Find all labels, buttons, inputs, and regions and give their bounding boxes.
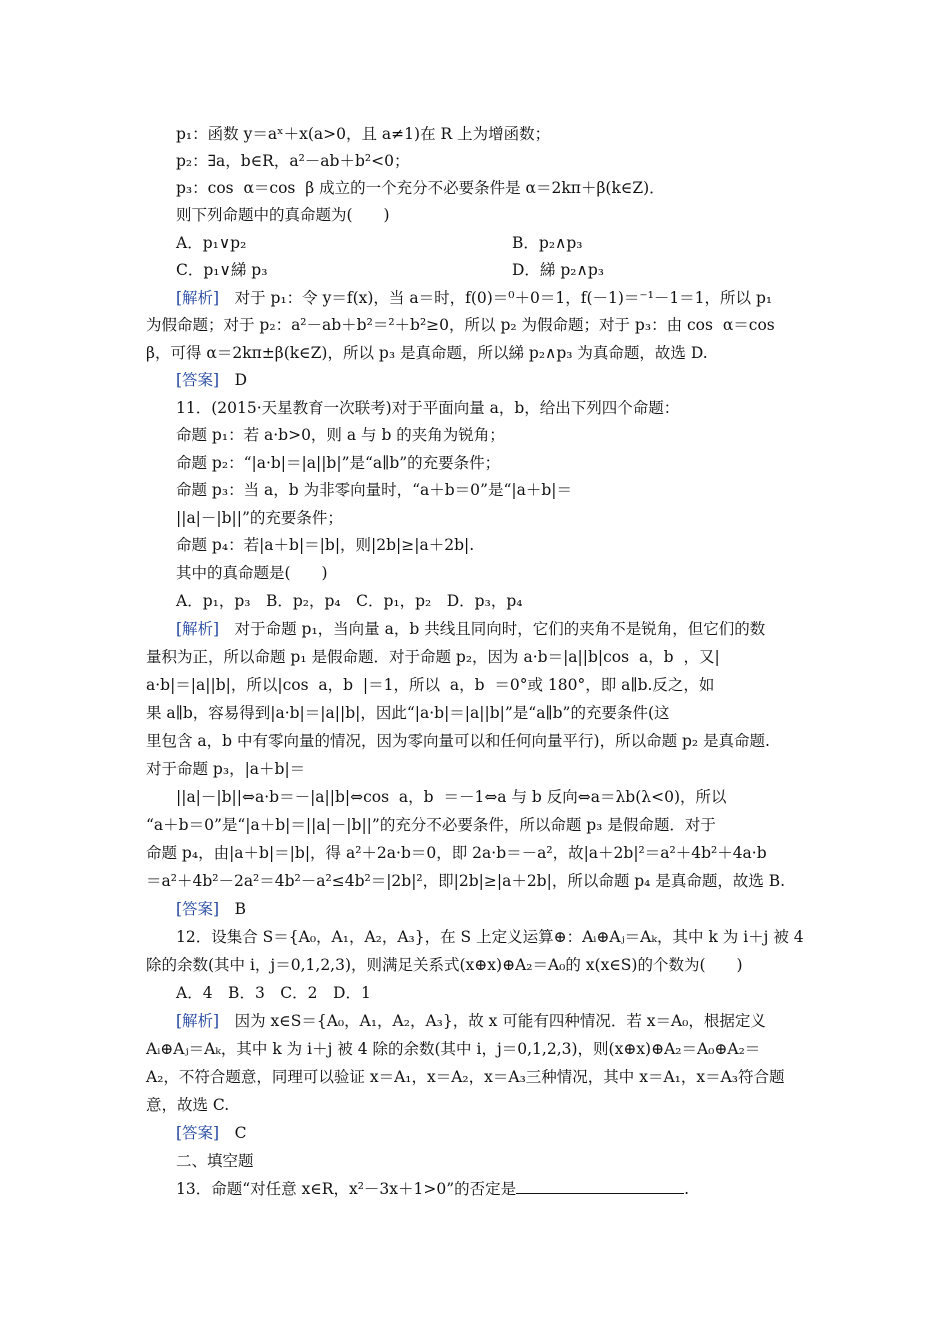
section-heading: 二、填空题 [176, 1152, 254, 1170]
q11-options: A．p₁，p₃ B．p₂，p₄ C．p₁，p₂ D．p₃，p₄ [176, 592, 523, 610]
q13-stem-line: 13．命题“对任意 x∈R，x²－3x＋1>0”的否定是 . [176, 1180, 690, 1198]
q10-proposition-p3: p₃：cos α＝cos β 成立的一个充分不必要条件是 α＝2kπ＋β(k∈Z)． [176, 179, 665, 197]
q12-options: A．4 B．3 C．2 D．1 [176, 984, 371, 1002]
q11-analysis-line: ||a|－|b||⇔a·b＝－|a||b|⇔cos a，b ＝－1⇔a 与 b 反向⇔a＝λb(λ<0)，所以 [176, 788, 727, 806]
q11-proposition-p1: 命题 p₁：若 a·b>0，则 a 与 b 的夹角为锐角； [176, 426, 505, 444]
q10-analysis-line: [解析] 对于 p₁：令 y＝f(x)，当 a＝时，f(0)＝⁰＋0＝1，f(－1)＝⁻¹－1＝1，所以 p₁ [176, 289, 773, 307]
q11-stem: 11．(2015·天星教育一次联考)对于平面向量 a，b，给出下列四个命题： [176, 399, 680, 417]
q10-analysis-line: β，可得 α＝2kπ±β(k∈Z)，所以 p₃ 是真命题，所以綈 p₂∧p₃ 为真命题，故选 D. [146, 344, 708, 362]
q10-option-d: D．綈 p₂∧p₃ [512, 261, 604, 279]
q12-analysis-line: 意，故选 C. [146, 1096, 230, 1114]
q11-proposition-p3-cont: ||a|－|b||”的充要条件； [176, 509, 343, 527]
q10-option-b: B．p₂∧p₃ [512, 234, 583, 252]
q11-proposition-p2: 命题 p₂：“|a·b|＝|a||b|”是“a∥b”的充要条件； [176, 454, 501, 472]
q11-analysis-line: 果 a∥b，容易得到|a·b|＝|a||b|，因此“|a·b|＝|a||b|”是“a∥b”的充要条件(这 [146, 704, 670, 722]
q11-analysis-line: 命题 p₄，由|a＋b|＝|b|，得 a²＋2a·b＝0，即 2a·b＝－a²，故|a＋2b|²＝a²＋4b²＋4a·b [146, 844, 767, 862]
answer-tag: [答案] [176, 371, 220, 389]
q10-proposition-p1: p₁：函数 y＝aˣ＋x(a>0，且 a≠1)在 R 上为增函数； [176, 125, 551, 143]
q11-analysis-line: a·b|＝|a||b|，所以|cos a，b |＝1，所以 a，b ＝0°或 180°，即 a∥b.反之，如 [146, 676, 715, 694]
q11-analysis-line: 量积为正，所以命题 p₁ 是假命题．对于命题 p₂，因为 a·b＝|a||b|cos a，b ，又| [146, 648, 720, 666]
q10-analysis-line: 为假命题；对于 p₂：a²－ab＋b²＝²＋b²≥0，所以 p₂ 为假命题；对于 p₃：由 cos α＝cos [146, 316, 775, 334]
q11-analysis-line: 里包含 a，b 中有零向量的情况，因为零向量可以和任何向量平行)，所以命题 p₂ 是真命题. [146, 732, 770, 750]
analysis-tag: [解析] [176, 289, 220, 307]
answer-tag: [答案] [176, 900, 220, 918]
analysis-tag: [解析] [176, 620, 220, 638]
q10-option-c: C．p₁∨綈 p₃ [176, 261, 268, 279]
q10-answer-line: [答案] D [176, 371, 248, 389]
q11-answer-line: [答案] B [176, 900, 246, 918]
q11-analysis-line: “a＋b＝0”是“|a＋b|＝||a|－|b||”的充分不必要条件，所以命题 p₃ 是假命题．对于 [146, 816, 716, 834]
answer-blank[interactable] [516, 1178, 684, 1194]
q11-analysis-line: 对于命题 p₃，|a＋b|＝ [146, 760, 306, 778]
q12-analysis-line: Aᵢ⊕Aⱼ＝Aₖ，其中 k 为 i＋j 被 4 除的余数(其中 i，j＝0,1,2,3)，则(x⊕x)⊕A₂＝A₀⊕A₂＝ [146, 1040, 761, 1058]
q11-analysis-line: [解析] 对于命题 p₁，当向量 a，b 共线且同向时，它们的夹角不是锐角，但它们的数 [176, 620, 766, 638]
q10-proposition-p2: p₂：∃a，b∈R，a²－ab＋b²<0； [176, 152, 410, 170]
q11-proposition-p3: 命题 p₃：当 a，b 为非零向量时，“a＋b＝0”是“|a＋b|＝ [176, 481, 572, 499]
answer-tag: [答案] [176, 1124, 220, 1142]
q11-stem2: 其中的真命题是( ) [176, 564, 328, 582]
q10-option-a: A．p₁∨p₂ [176, 234, 247, 252]
q12-answer-line: [答案] C [176, 1124, 247, 1142]
q10-stem: 则下列命题中的真命题为( ) [176, 206, 390, 224]
q12-stem: 12．设集合 S＝{A₀，A₁，A₂，A₃}，在 S 上定义运算⊕：Aᵢ⊕Aⱼ＝Aₖ，其中 k 为 i＋j 被 4 [176, 928, 804, 946]
q11-proposition-p4: 命题 p₄：若|a＋b|＝|b|，则|2b|≥|a＋2b|. [176, 536, 475, 554]
q12-stem-cont: 除的余数(其中 i，j＝0,1,2,3)，则满足关系式(x⊕x)⊕A₂＝A₀的 x(x∈S)的个数为( ) [146, 956, 743, 974]
q12-analysis-line: [解析] 因为 x∈S＝{A₀，A₁，A₂，A₃}，故 x 可能有四种情况．若 x＝A₀，根据定义 [176, 1012, 766, 1030]
q11-analysis-line: ＝a²＋4b²－2a²＝4b²－a²≤4b²＝|2b|²，即|2b|≥|a＋2b|，所以命题 p₄ 是真命题，故选 B. [146, 872, 786, 890]
analysis-tag: [解析] [176, 1012, 220, 1030]
q12-analysis-line: A₂，不符合题意，同理可以验证 x＝A₁，x＝A₂，x＝A₃三种情况，其中 x＝A₁，x＝A₃符合题 [146, 1068, 785, 1086]
